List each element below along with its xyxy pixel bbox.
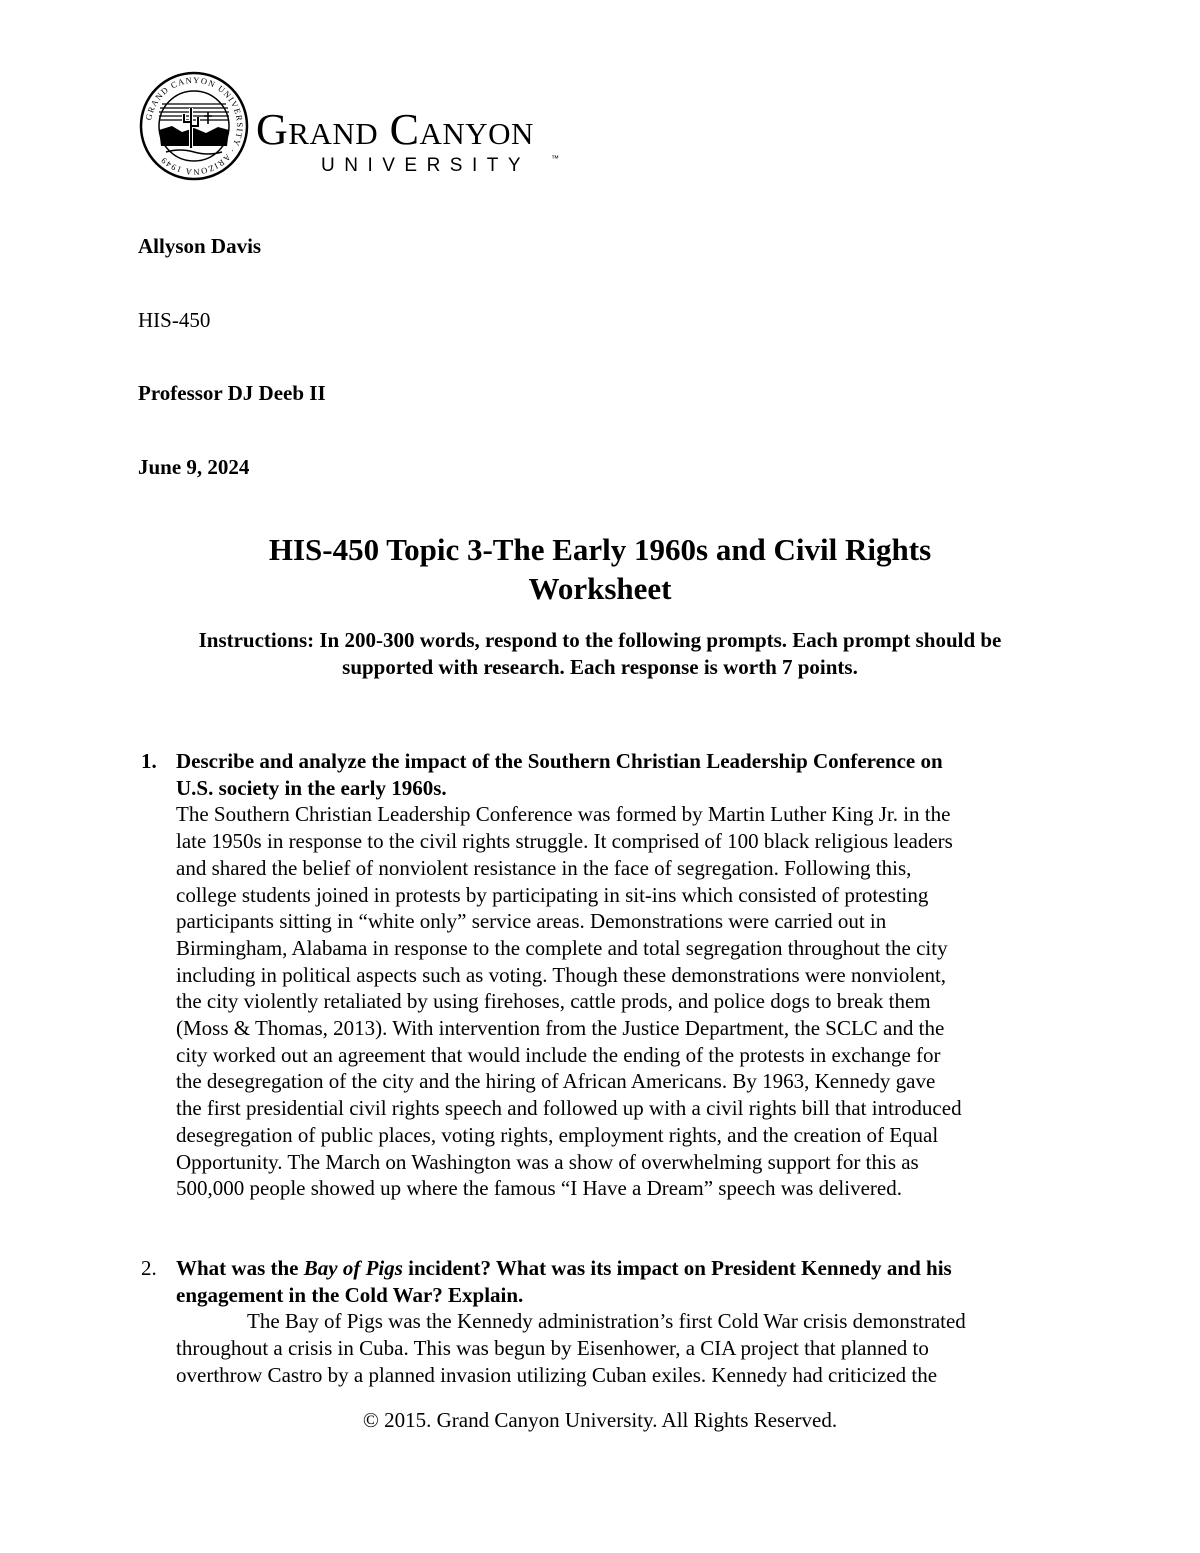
question-2-prompt-post: incident? What was its impact on President Kennedy and his bbox=[402, 1256, 952, 1280]
question-2-prompt-emphasis: Bay of Pigs bbox=[303, 1256, 403, 1280]
svg-text:GRAND CANYON UNIVERSITY · ARIZ: GRAND CANYON UNIVERSITY · ARIZONA 1949 bbox=[143, 74, 246, 178]
question-2-prompt-line-1 bbox=[176, 1255, 1066, 1282]
answer-1-line: and shared the belief of nonviolent resistance in the face of segregation. Following this, bbox=[176, 855, 912, 880]
student-name: Allyson Davis bbox=[138, 234, 262, 258]
answer-1-line: late 1950s in response to the civil rights struggle. It comprised of 100 black religious leaders bbox=[176, 829, 953, 854]
logo-subtitle: UNIVERSITY bbox=[321, 155, 531, 176]
question-1-number: 1. bbox=[141, 749, 157, 773]
document-date: June 9, 2024 bbox=[138, 455, 250, 479]
logo-name: Grand Canyon bbox=[256, 105, 534, 154]
title-line-1: HIS-450 Topic 3-The Early 1960s and Civil Rights bbox=[268, 532, 932, 567]
answer-1-line: college students joined in protests by participating in sit-ins which consisted of protesting bbox=[176, 882, 929, 907]
copyright-footer: © 2015. Grand Canyon University. All Rights Reserved. bbox=[362, 1408, 838, 1432]
question-2 bbox=[176, 1255, 1066, 1389]
answer-1-line: Opportunity. The March on Washington was a show of overwhelming support for this as bbox=[176, 1149, 919, 1174]
title-line-2: Worksheet bbox=[528, 571, 672, 606]
question-2-number: 2. bbox=[141, 1256, 157, 1280]
answer-1-line: the city violently retaliated by using firehoses, cattle prods, and police dogs to break them bbox=[176, 989, 931, 1014]
professor-name: Professor DJ Deeb II bbox=[138, 381, 326, 405]
answer-1-line: (Moss & Thomas, 2013). With intervention from the Justice Department, the SCLC and the bbox=[176, 1016, 945, 1041]
answer-1-line: including in political aspects such as voting. Though these demonstrations were nonviolent, bbox=[176, 962, 947, 987]
instructions-line-1: Instructions: In 200-300 words, respond to the following prompts. Each prompt should be bbox=[198, 628, 1002, 652]
answer-1-line: The Southern Christian Leadership Conference was formed by Martin Luther King Jr. in the bbox=[176, 802, 951, 827]
question-1-prompt-line-2: U.S. society in the early 1960s. bbox=[176, 775, 447, 800]
answer-1-line: desegregation of public places, voting rights, employment rights, and the creation of Equal bbox=[176, 1122, 939, 1147]
course-code: HIS-450 bbox=[138, 308, 211, 332]
university-seal-icon bbox=[138, 70, 250, 182]
instructions bbox=[100, 627, 1100, 681]
answer-1-line: the desegregation of the city and the hiring of African Americans. By 1963, Kennedy gave bbox=[176, 1069, 936, 1094]
question-2-prompt-pre: What was the bbox=[176, 1256, 304, 1280]
university-logo bbox=[138, 70, 618, 182]
question-2-prompt-line-2: engagement in the Cold War? Explain. bbox=[176, 1282, 524, 1307]
page-title bbox=[0, 530, 1200, 608]
answer-1-line: participants sitting in “white only” service areas. Demonstrations were carried out in bbox=[176, 909, 887, 934]
answer-2-line: throughout a crisis in Cuba. This was begun by Eisenhower, a CIA project that planned to bbox=[176, 1336, 929, 1361]
answer-1-line: Birmingham, Alabama in response to the complete and total segregation throughout the city bbox=[176, 935, 948, 960]
answer-1-line: the first presidential civil rights speech and followed up with a civil rights bill that introduced bbox=[176, 1096, 962, 1121]
answer-1-line: city worked out an agreement that would include the ending of the protests in exchange for bbox=[176, 1042, 941, 1067]
instructions-line-2: supported with research. Each response is worth 7 points. bbox=[342, 655, 858, 679]
question-1 bbox=[176, 748, 1066, 1202]
answer-2-line: The Bay of Pigs was the Kennedy administration’s first Cold War crisis demonstrated bbox=[247, 1309, 966, 1334]
answer-2-line: overthrow Castro by a planned invasion utilizing Cuban exiles. Kennedy had criticized the bbox=[176, 1362, 938, 1387]
question-1-prompt-line-1: Describe and analyze the impact of the Southern Christian Leadership Conference on bbox=[176, 749, 943, 773]
logo-trademark: ™ bbox=[551, 154, 559, 163]
answer-1-line: 500,000 people showed up where the famous “I Have a Dream” speech was delivered. bbox=[176, 1176, 902, 1201]
